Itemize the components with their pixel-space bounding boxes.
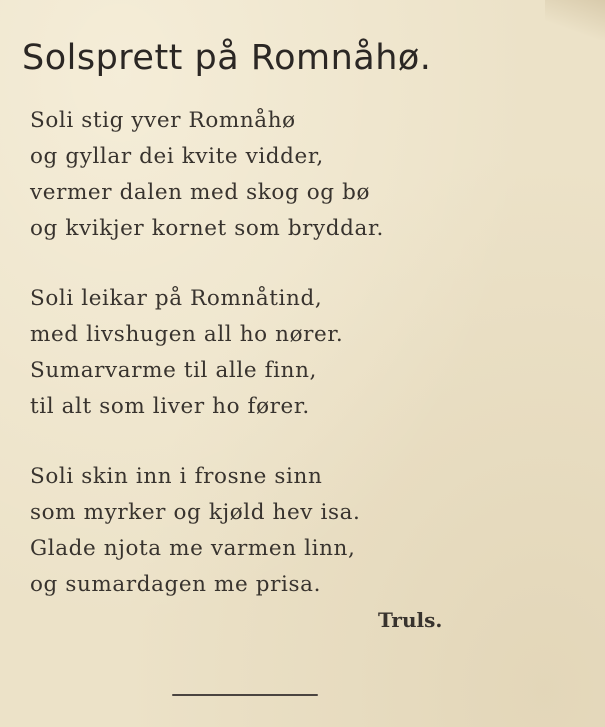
poem-line: og gyllar dei kvite vidder, (30, 144, 324, 169)
paper-shade (545, 0, 605, 40)
poem-line: Glade njota me varmen linn, (30, 536, 356, 561)
poem-title: Solsprett på Romnåhø. (22, 38, 432, 78)
poem-line: og kvikjer kornet som bryddar. (30, 216, 384, 241)
poem-line: Soli leikar på Romnåtind, (30, 286, 323, 311)
poem-line: Sumarvarme til alle finn, (30, 358, 317, 383)
poem-line: som myrker og kjøld hev isa. (30, 500, 361, 525)
stanza-1 (30, 103, 470, 247)
stanza-3 (30, 459, 470, 603)
poem-line: med livshugen all ho nører. (30, 322, 344, 347)
poem-line: vermer dalen med skog og bø (30, 180, 370, 205)
poem-body (30, 103, 470, 637)
author-signature: Truls. (378, 608, 443, 632)
stanza-2 (30, 281, 470, 425)
poem-line: Soli skin inn i frosne sinn (30, 464, 323, 489)
poem-line: til alt som liver ho fører. (30, 394, 310, 419)
poem-line: og sumardagen me prisa. (30, 572, 322, 597)
poem-line: Soli stig yver Romnåhø (30, 108, 296, 133)
divider-rule (172, 694, 318, 696)
